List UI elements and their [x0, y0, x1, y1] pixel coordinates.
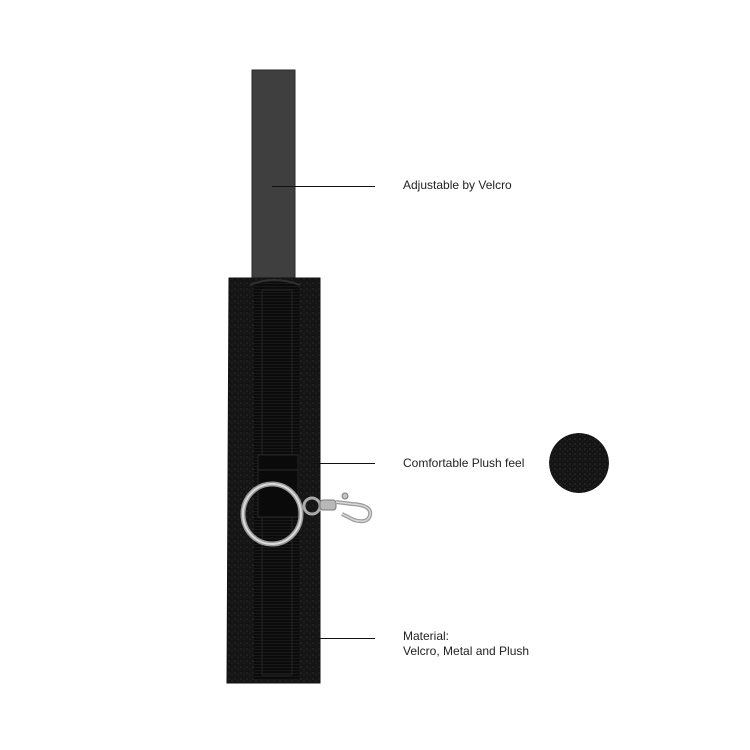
material-title: Material: — [403, 629, 450, 643]
plush-cuff — [227, 278, 320, 683]
plush-callout-line — [312, 463, 375, 464]
velcro-strap — [252, 70, 295, 285]
material-callout-line — [315, 638, 375, 639]
velcro-callout-line — [272, 186, 375, 187]
material-value: Velcro, Metal and Plush — [403, 644, 530, 658]
velcro-label: Adjustable by Velcro — [403, 178, 512, 192]
plush-fabric-swatch — [549, 433, 609, 493]
plush-label: Comfortable Plush feel — [403, 456, 525, 470]
